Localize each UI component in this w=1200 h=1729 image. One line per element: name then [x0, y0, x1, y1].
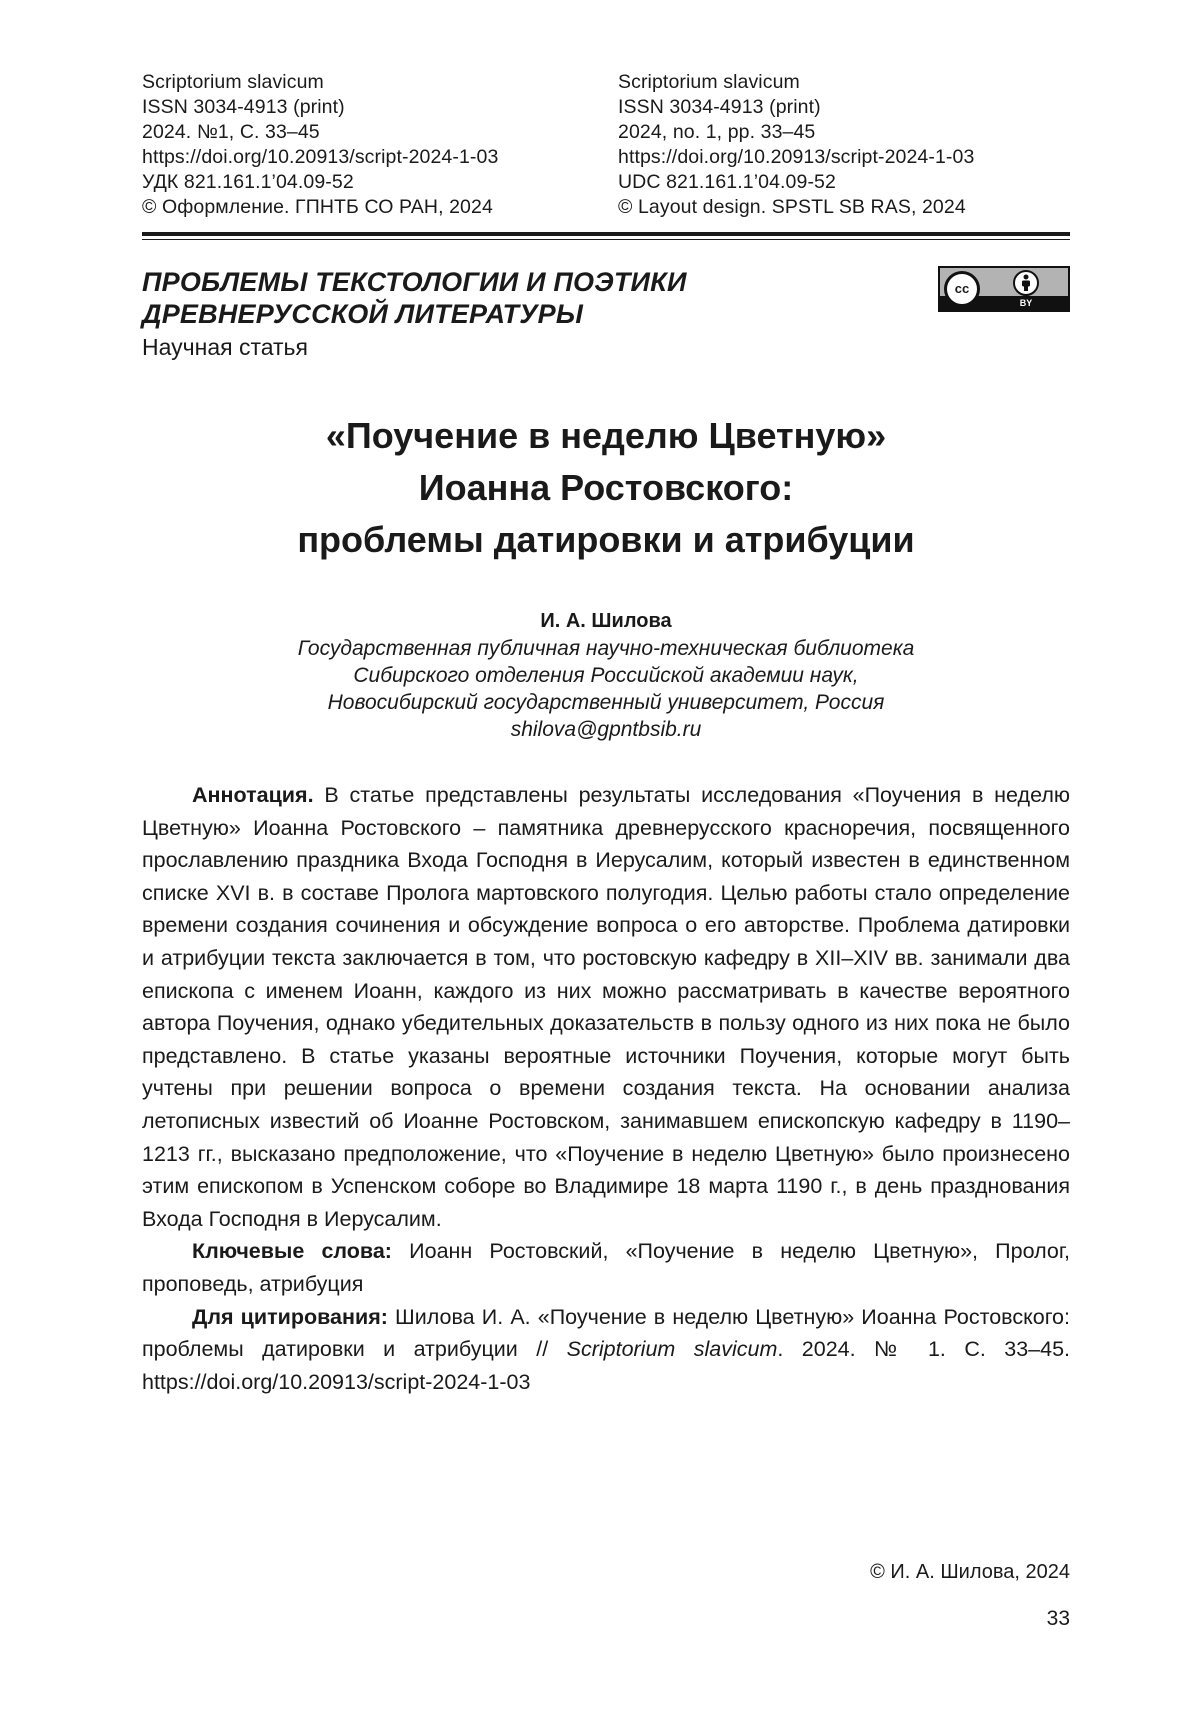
- copyright-notice: © И. А. Шилова, 2024: [870, 1561, 1070, 1583]
- citation-text-end: . 2024. № 1. С. 33–45. https://doi.org/10.20913/script-2024-1-03: [142, 1337, 1070, 1394]
- meta-design: © Оформление. ГПНТБ СО РАН, 2024: [142, 196, 493, 218]
- citation-label: Для цитирования:: [192, 1304, 388, 1329]
- affiliation-line: Новосибирский государственный университет, Россия: [327, 691, 885, 714]
- article-front-matter: [142, 779, 1070, 1398]
- citation: [142, 1301, 1070, 1399]
- keywords-label: Ключевые слова:: [192, 1239, 392, 1264]
- keywords: [142, 1235, 1070, 1300]
- author-name: И. А. Шилова: [540, 610, 672, 632]
- by-label: BY: [1019, 298, 1033, 308]
- article-title-line: проблемы датировки и атрибуции: [297, 519, 915, 560]
- author-block: [142, 608, 1070, 743]
- page-number: 33: [1046, 1607, 1070, 1630]
- meta-issue: 2024. №1, С. 33–45: [142, 121, 320, 143]
- affiliation-line: Государственная публичная научно-техническая библиотека: [297, 637, 915, 660]
- meta-udc: UDC 821.161.1’04.09-52: [618, 171, 836, 193]
- section-title-line: ПРОБЛЕМЫ ТЕКСТОЛОГИИ И ПОЭТИКИ: [142, 267, 687, 297]
- meta-issn: ISSN 3034-4913 (print): [142, 96, 345, 118]
- article-title: [142, 410, 1070, 566]
- section-title: [142, 266, 1070, 330]
- meta-design: © Layout design. SPSTL SB RAS, 2024: [618, 196, 966, 218]
- header-divider: [142, 232, 1070, 236]
- abstract-label: Аннотация.: [192, 783, 314, 807]
- abstract: [142, 779, 1070, 1235]
- author-email-link[interactable]: shilova@gpntbsib.ru: [510, 718, 702, 741]
- keywords-text: Иоанн Ростовский, «Поучение в неделю Цветную», Пролог, проповедь, атрибуция: [142, 1239, 1071, 1296]
- metadata-russian: [142, 70, 612, 220]
- abstract-text: В статье представлены результаты исследования «Поучения в неделю Цветную» Иоанна Ростовского – памятника древнерусского красноречия, посвященного прославлению праздника Входа Господня в Иерусалим, который известен в единственном списке XVI в. в составе Пролога мартовского полугодия. Целью работы стало определение времени создания сочинения и обсуждение вопроса о его авторстве. Проблема датировки и атрибуции текста заключается в том, что ростовскую кафедру в XII–XIV вв. занимали два епископа с именем Иоанн, каждого из них можно рассматривать в качестве вероятного автора Поучения, однако убедительных доказательств в пользу одного из них пока не было представлено. В статье указаны вероятные источники Поучения, которые могут быть учтены при решении вопроса о времени создания текста. На основании анализа летописных известий об Иоанне Ростовском, занимавшем епископскую кафедру в 1190–1213 гг., высказано предположение, что «Поучение в неделю Цветную» было произнесено этим епископом в Успенском соборе во Владимире 18 марта 1190 г., в день празднования Входа Господня в Иерусалим.: [142, 783, 1071, 1231]
- section-header: [142, 266, 1070, 362]
- meta-doi-link[interactable]: https://doi.org/10.20913/script-2024-1-03: [142, 146, 499, 168]
- meta-issn: ISSN 3034-4913 (print): [618, 96, 821, 118]
- meta-doi-link[interactable]: https://doi.org/10.20913/script-2024-1-03: [618, 146, 975, 168]
- cc-icon: cc: [944, 271, 980, 307]
- header-divider-thin: [142, 239, 1070, 240]
- person-icon: [1013, 270, 1039, 296]
- author-affiliation: [142, 635, 1070, 716]
- citation-text: Шилова И. А. «Поучение в неделю Цветную» Иоанна Ростовского: проблемы датировки и атрибуции //: [142, 1304, 1070, 1362]
- section-title-line: ДРЕВНЕРУССКОЙ ЛИТЕРАТУРЫ: [142, 299, 584, 329]
- article-page: [142, 70, 1070, 1398]
- meta-journal: Scriptorium slavicum: [142, 71, 324, 93]
- meta-issue: 2024, no. 1, pp. 33–45: [618, 121, 816, 143]
- metadata-english: [618, 70, 1070, 220]
- article-title-line: Иоанна Ростовского:: [418, 467, 794, 508]
- citation-journal: Scriptorium slavicum: [566, 1337, 778, 1362]
- journal-metadata: [142, 70, 1070, 220]
- meta-udc: УДК 821.161.1’04.09-52: [142, 171, 354, 193]
- meta-journal: Scriptorium slavicum: [618, 71, 800, 93]
- affiliation-line: Сибирского отделения Российской академии наук,: [353, 664, 859, 687]
- article-title-line: «Поучение в неделю Цветную»: [325, 415, 887, 456]
- article-type: Научная статья: [142, 334, 308, 360]
- cc-by-icon[interactable]: [938, 266, 1070, 312]
